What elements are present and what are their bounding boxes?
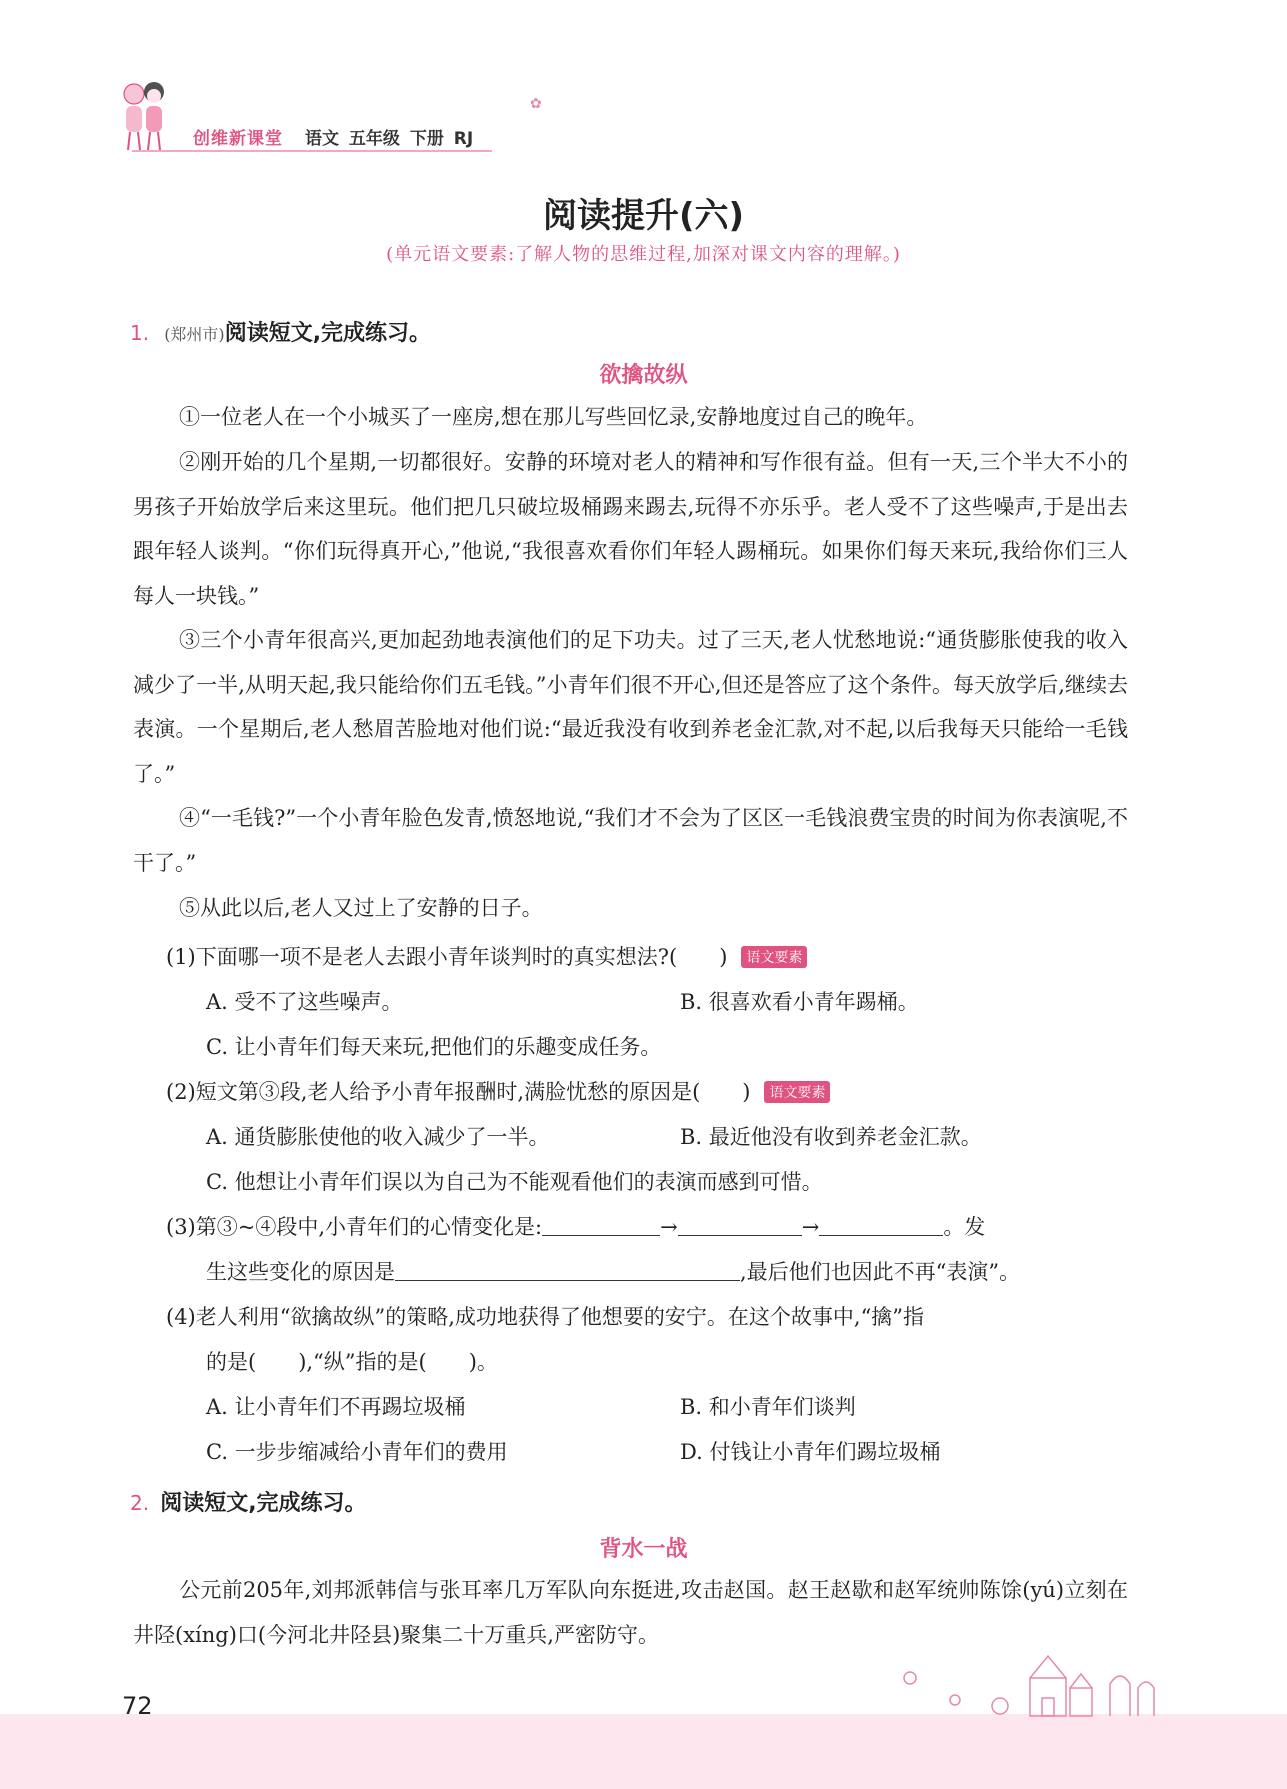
question-2-header [130, 1486, 367, 1517]
option-b: B. 和小青年们谈判 [680, 1395, 856, 1419]
option-d: D. 付钱让小青年们踢垃圾桶 [680, 1440, 941, 1464]
sub-question-3-line-2-start: 生这些变化的原因是 [206, 1260, 395, 1284]
header-logo-illustration [118, 78, 170, 156]
language-element-tag: 语文要素 [741, 946, 807, 968]
option-a: A. 受不了这些噪声。 [206, 990, 403, 1014]
sub-question-2 [166, 1076, 830, 1106]
sub-question-3 [166, 1211, 985, 1241]
option-a: A. 通货膨胀使他的收入减少了一半。 [206, 1125, 550, 1149]
question-number: 2. [130, 1491, 150, 1515]
sub-question-3-line-2-end: ,最后他们也因此不再“表演”。 [740, 1260, 1021, 1284]
paragraph-5: ⑤从此以后,老人又过上了安静的日子。 [179, 896, 543, 920]
flower-icon: ✿ [530, 96, 542, 112]
answer-blank[interactable] [678, 1217, 802, 1236]
page-number: 72 [122, 1692, 153, 1720]
arrow: → [801, 1215, 820, 1239]
two-girls-icon [118, 78, 170, 156]
option-c: C. 他想让小青年们误以为自己为不能观看他们的表演而感到可惜。 [206, 1170, 823, 1194]
sub-question-3-stem: (3)第③~④段中,小青年们的心情变化是: [166, 1215, 543, 1239]
castle-decoration-icon [880, 1648, 1180, 1718]
brand-name: 创维新课堂 [193, 129, 283, 149]
article-title: 背水一战 [599, 1537, 688, 1562]
answer-blank[interactable] [819, 1217, 943, 1236]
arrow: → [660, 1215, 678, 1239]
option-a: A. 让小青年们不再踢垃圾桶 [206, 1395, 466, 1419]
answer-blank[interactable] [542, 1217, 660, 1236]
sub-question-3-line-2 [206, 1256, 1020, 1286]
book-meta: 语文 五年级 下册 RJ [305, 129, 474, 149]
sub-question-1 [166, 941, 807, 971]
option-c: C. 一步步缩减给小青年们的费用 [206, 1440, 508, 1464]
sub-question-2-stem: (2)短文第③段,老人给予小青年报酬时,满脸忧愁的原因是( ) [166, 1080, 751, 1104]
sub-question-4: (4)老人利用“欲擒故纵”的策略,成功地获得了他想要的安宁。在这个故事中,“擒”指 [166, 1305, 925, 1329]
question-1-header [130, 316, 431, 347]
option-b: B. 很喜欢看小青年踢桶。 [680, 990, 919, 1014]
sub-question-1-stem: (1)下面哪一项不是老人去跟小青年谈判时的真实想法?( ) [166, 945, 728, 969]
question-number: 1. [130, 321, 150, 345]
answer-blank[interactable] [395, 1262, 740, 1281]
language-element-tag: 语文要素 [764, 1081, 830, 1103]
sub-question-3-end: 。发 [943, 1215, 986, 1239]
paragraph-4: ④“一毛钱?”一个小青年脸色发青,愤怒地说,“我们才不会为了区区一毛钱浪费宝贵的时间为你表演呢,不干了。” [133, 806, 1128, 875]
article-title: 欲擒故纵 [599, 363, 688, 388]
unit-requirement: (单元语文要素:了解人物的思维过程,加深对课文内容的理解。) [386, 244, 901, 265]
question-source: (郑州市) [164, 325, 225, 344]
paragraph-1: 公元前205年,刘邦派韩信与张耳率几万军队向东挺进,攻击赵国。赵王赵歇和赵军统帅陈馀(yú)立刻在井陉(xíng)口(今河北井陉县)聚集二十万重兵,严密防守。 [133, 1578, 1128, 1647]
sub-question-4-line-2: 的是( ),“纵”指的是( )。 [206, 1350, 498, 1374]
option-c: C. 让小青年们每天来玩,把他们的乐趣变成任务。 [206, 1035, 662, 1059]
paragraph-2: ②刚开始的几个星期,一切都很好。安静的环境对老人的精神和写作很有益。但有一天,三个半大不小的男孩子开始放学后来这里玩。他们把几只破垃圾桶踢来踢去,玩得不亦乐乎。老人受不了这些噪声,于是出去跟年轻人谈判。“你们玩得真开心,”他说,“我很喜欢看你们年轻人踢桶玩。如果你们每天来玩,我给你们三人每人一块钱。” [133, 450, 1128, 608]
question-heading: 阅读短文,完成练习。 [224, 321, 432, 346]
paragraph-1: ①一位老人在一个小城买了一座房,想在那儿写些回忆录,安静地度过自己的晚年。 [179, 405, 928, 429]
footer-band [0, 1714, 1287, 1789]
paragraph-3: ③三个小青年很高兴,更加起劲地表演他们的足下功夫。过了三天,老人忧愁地说:“通货膨胀使我的收入减少了一半,从明天起,我只能给你们五毛钱。”小青年们很不开心,但还是答应了这个条件。每天放学后,继续去表演。一个星期后,老人愁眉苦脸地对他们说:“最近我没有收到养老金汇款,对不起,以后我每天只能给一毛钱了。” [133, 628, 1128, 786]
page-title: 阅读提升(六) [542, 196, 745, 236]
option-b: B. 最近他没有收到养老金汇款。 [680, 1125, 982, 1149]
question-heading: 阅读短文,完成练习。 [160, 1491, 367, 1516]
header-divider [132, 150, 492, 152]
